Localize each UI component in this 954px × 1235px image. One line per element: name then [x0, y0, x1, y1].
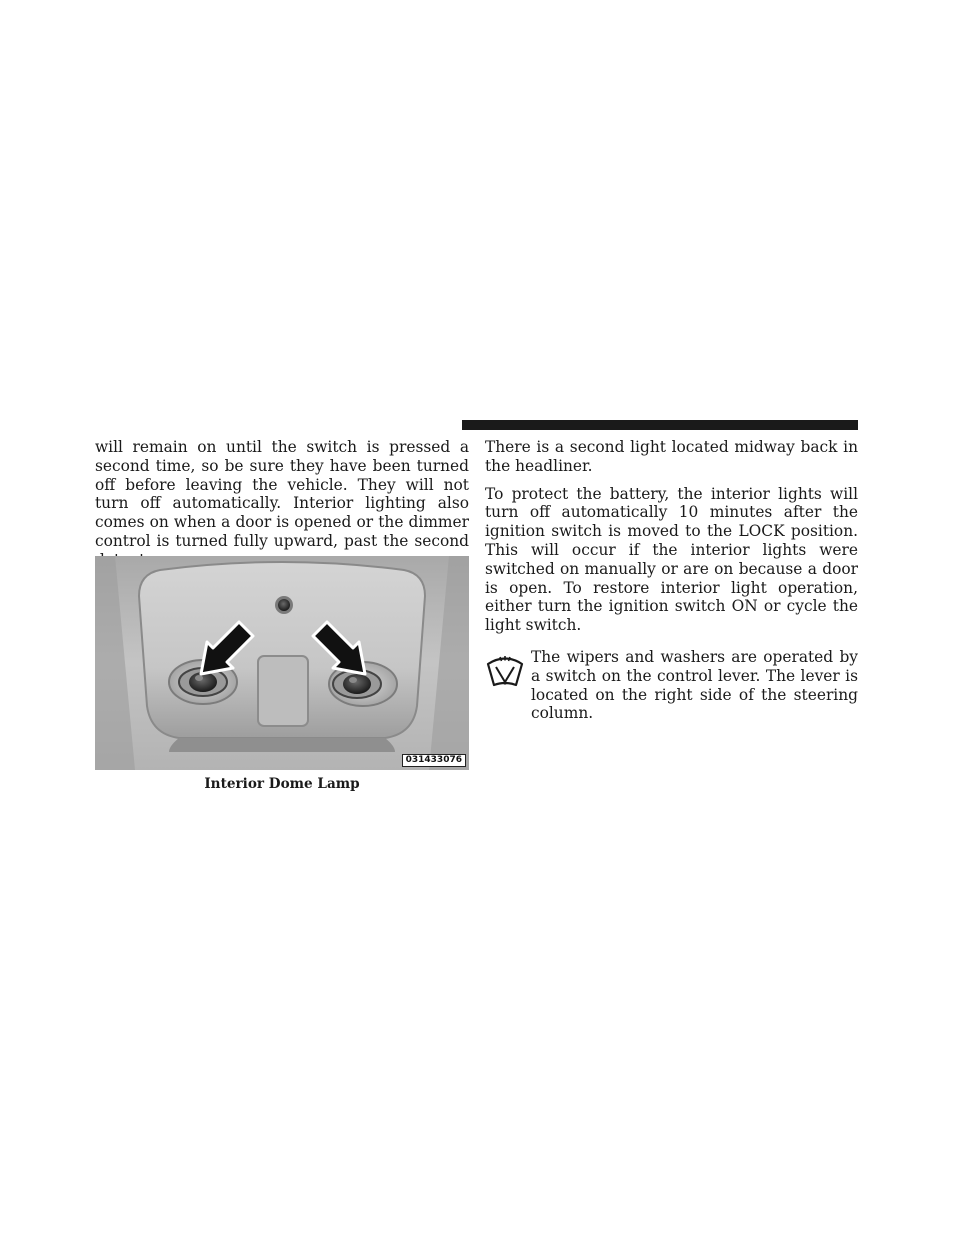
right-column: [485, 438, 858, 635]
right-paragraph-2: To protect the battery, the interior lights will turn off automatically 10 minutes after the ignition switch is moved to the LOCK position. This will occur if the interior lights were switched on manually or are on because a door is open. To restore interior light operation, either turn the ignition switch ON or cycle the light switch.: [485, 484, 858, 635]
left-column: [95, 438, 469, 570]
figure-caption: Interior Dome Lamp: [204, 776, 360, 792]
right-paragraph-1: There is a second light located midway back in the headliner.: [485, 438, 858, 475]
figure-id-label: 031433076: [402, 754, 466, 767]
section-header-bar: [462, 420, 858, 430]
dome-lamp-illustration: [95, 556, 469, 770]
dome-lamp-figure: [95, 556, 469, 770]
left-paragraph: will remain on until the switch is pressed a second time, so be sure they have been turned off before leaving the vehicle. They will not turn off automatically. Interior lighting also comes on when a door is opened or the dimmer control is turned fully upward, past the second: [95, 438, 469, 550]
wiper-description: The wipers and washers are operated by a switch on the control lever. The lever is located on the right side of the steering column.: [531, 648, 858, 723]
windshield-wiper-icon: [485, 652, 525, 690]
